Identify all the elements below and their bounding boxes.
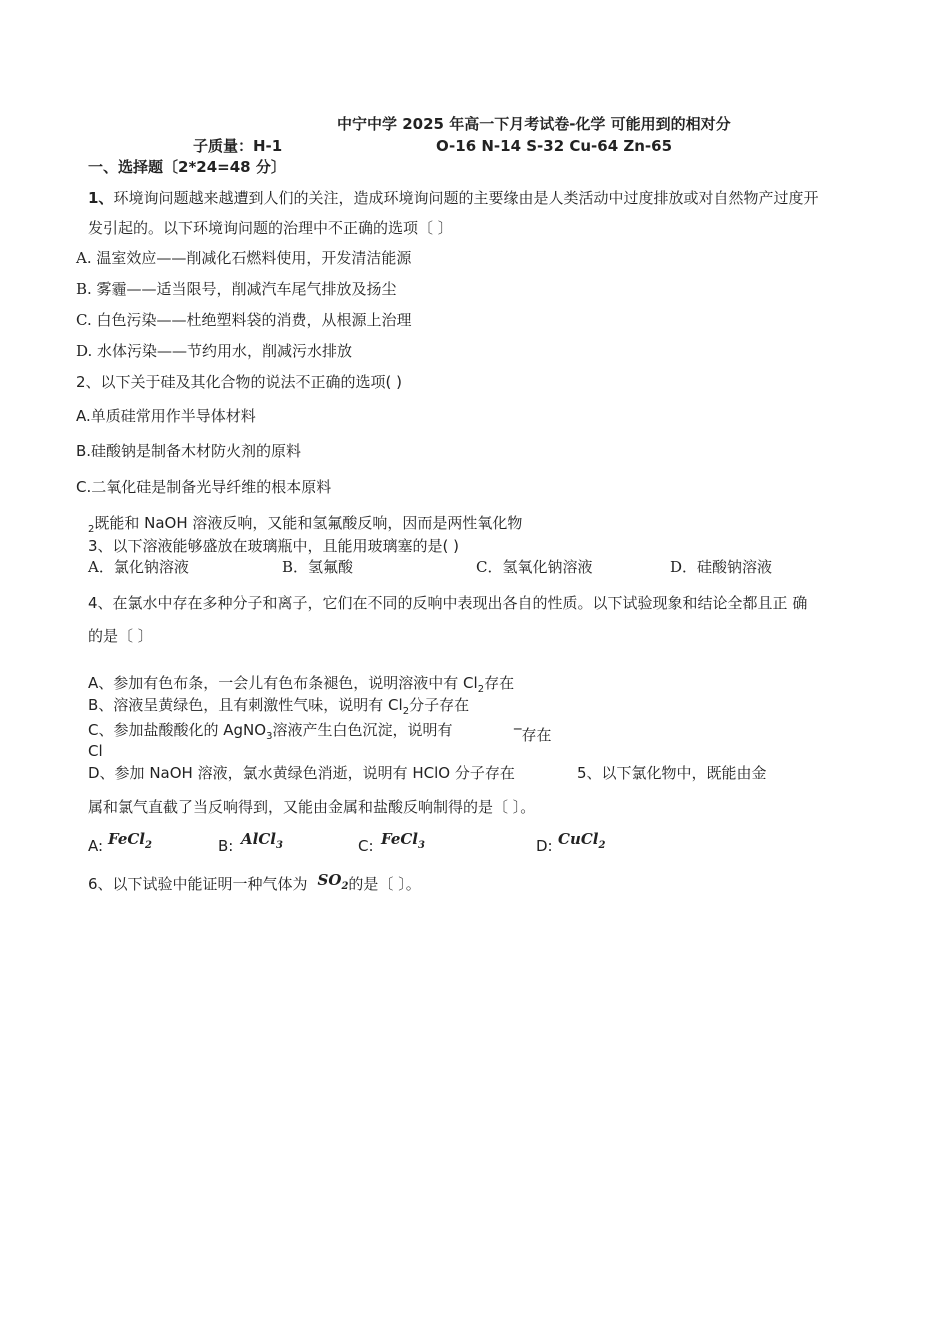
q2-option-d-subscript: 2 [88,524,95,535]
q6-formula: SO [317,871,342,889]
q5-option-a-formula-sub: 2 [145,840,152,851]
q3-option-a: A．氯化钠溶液 [88,558,189,576]
q5-stem-line1: 5、以下氯化物中，既能由金 [577,764,767,782]
q1-option-c: C. 白色污染——杜绝塑料袋的消费，从根源上治理 [76,311,412,329]
q5-option-c-formula-sub: 3 [418,840,425,851]
q5-option-b-formula [241,829,283,856]
q1-stem-line2: 发引起的。以下环境询问题的治理中不正确的选项〔 〕 [88,219,453,237]
q6-stem-text: 6、以下试验中能证明一种气体为 [88,875,308,893]
q5-option-c-formula-text: FeCl [381,830,419,848]
q5-option-d-formula [558,829,605,856]
q2-option-c: C.二氧化硅是制备光导纤维的根本原料 [76,478,332,496]
q4-option-c-chloride: Cl [88,742,103,760]
q3-option-b: B．氢氟酸 [282,558,354,576]
q5-option-c-letter: C: [358,837,374,855]
q4-option-c [88,720,452,747]
q4-stem-line1: 4、在氯水中存在多种分子和离子，它们在不同的反响中表现出各自的性质。以下试验现象和结论全都且正 确 [88,594,808,612]
q5-option-b-letter: B: [218,837,234,855]
q5-option-c [358,836,374,856]
q3-option-d: D．硅酸钠溶液 [670,558,773,576]
q4-option-c-subscript: 3 [266,731,273,742]
q5-option-a-letter: A: [88,837,104,855]
q5-option-b-formula-text: AlCl [241,830,276,848]
q1-option-b: B. 雾霾——适当限号，削减汽车尾气排放及扬尘 [76,280,397,298]
q4-option-b-subscript: 2 [402,706,410,717]
q4-option-b-text: B、溶液呈黄绿色，且有刺激性气味，说明有 Cl [88,696,403,714]
q5-option-d-formula-sub: 2 [598,840,606,851]
exam-title: 中宁中学 2025 年高一下月考试卷-化学 可能用到的相对分 [337,115,731,133]
q2-stem: 2、以下关于硅及其化合物的说法不正确的选项( ) [76,373,403,391]
q6-formula-sub: 2 [341,881,349,892]
q1-option-a: A. 温室效应——削减化石燃料使用，开发清洁能源 [76,249,412,267]
q5-option-a-formula [108,829,152,856]
q4-option-c-suffix: 溶液产生白色沉淀，说明有 [272,721,453,739]
atomic-masses: O-16 N-14 S-32 Cu-64 Zn-65 [436,137,673,155]
q1-stem-text: 环境询问题越来越遭到人们的关注，造成环境询问题的主要缘由是人类活动中过度排放或对自然物产过度开 [113,189,819,207]
q3-option-c: C．氢氧化钠溶液 [476,558,593,576]
q2-option-b: B.硅酸钠是制备木材防火剂的原料 [76,442,302,460]
q5-option-d-formula-text: CuCl [558,830,599,848]
q5-option-d [536,836,553,856]
q6-stem-suffix: 的是〔 〕。 [348,875,421,893]
q4-option-a-suffix: 存在 [484,674,515,692]
q5-option-d-letter: D: [536,837,553,855]
q1-stem-line1 [88,188,818,208]
q5-option-b-formula-sub: 3 [275,840,283,851]
q1-number: 1、 [88,189,114,207]
q5-option-a [88,836,103,856]
q4-option-c-ion: ‾存在 [514,726,552,744]
q4-stem-line2: 的是〔 〕 [88,627,153,645]
q5-option-c-formula [381,829,425,856]
q2-option-a: A.单质硅常用作半导体材料 [76,407,256,425]
mass-label: 子质量：H-1 [193,137,283,155]
section-title: 一、选择题〔2*24=48 分〕 [88,158,286,176]
q4-option-b [88,695,469,722]
q3-stem: 3、以下溶液能够盛放在玻璃瓶中，且能用玻璃塞的是( ) [88,537,460,555]
q6-stem [88,871,421,901]
q5-option-b [218,836,233,856]
q5-option-a-formula-text: FeCl [108,830,146,848]
q4-option-b-suffix: 分子存在 [409,696,470,714]
q5-stem-line2: 属和氯气直截了当反响得到，又能由金属和盐酸反响制得的是〔 〕。 [88,798,536,816]
q1-option-d: D. 水体污染——节约用水，削减污水排放 [76,342,353,360]
q4-option-d: D、参加 NaOH 溶液，氯水黄绿色消逝，说明有 HClO 分子存在 [88,764,515,782]
q4-option-c-text: C、参加盐酸酸化的 AgNO [88,721,267,739]
q2-option-d-text: 既能和 NaOH 溶液反响，又能和氢氟酸反响，因而是两性氧化物 [94,514,523,532]
q4-option-a-subscript: 2 [477,684,485,695]
q4-option-a-text: A、参加有色布条，一会儿有色布条褪色，说明溶液中有 Cl [88,674,478,692]
